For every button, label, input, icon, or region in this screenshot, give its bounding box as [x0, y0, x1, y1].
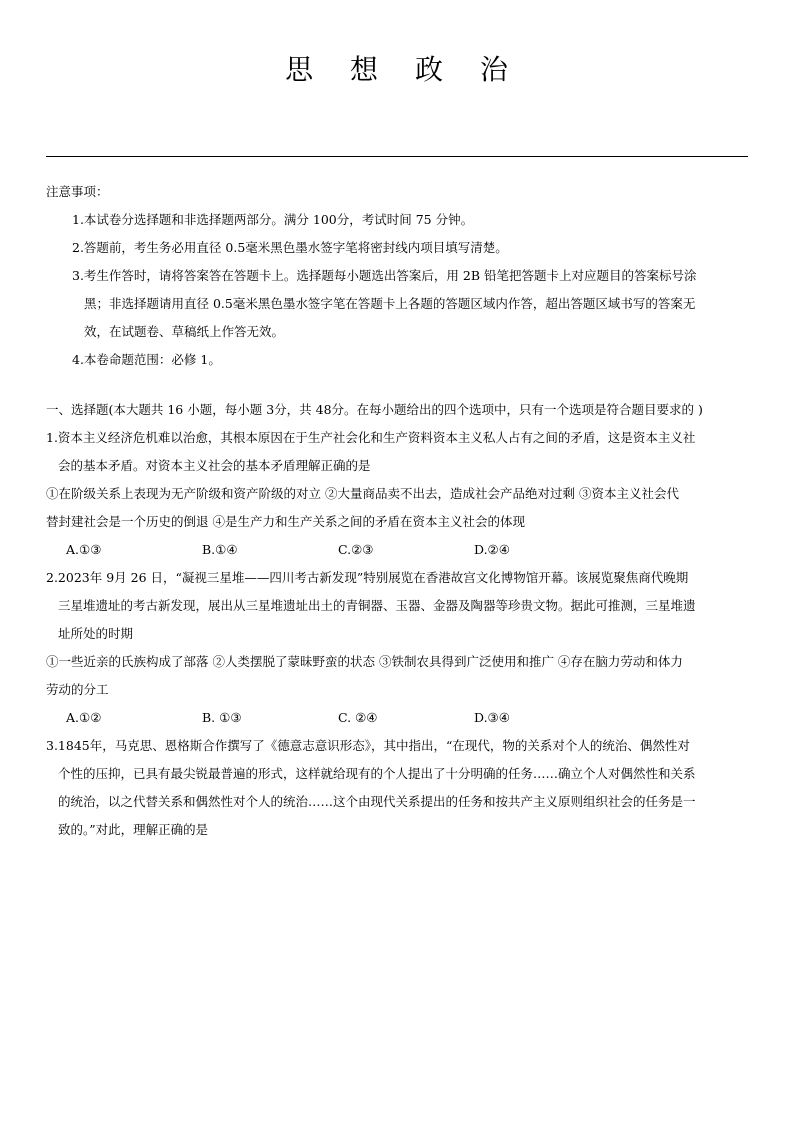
- choice-d: D.②④: [474, 542, 510, 557]
- question-line: 个性的压抑，已具有最尖锐最普遍的形式，这样就给现有的个人提出了十分明确的任务……确立个人对偶然性和关系: [58, 766, 696, 781]
- question-3-stem: [46, 732, 748, 844]
- statement-line: ①在阶级关系上表现为无产阶级和资产阶级的对立 ②大量商品卖不出去，造成社会产品绝对过剩 ③资本主义社会代: [46, 486, 679, 501]
- question-line: 2.2023年 9月 26 日，“凝视三星堆——四川考古新发现”特别展览在香港故宫文化博物馆开幕。该展览聚焦商代晚期: [46, 570, 689, 585]
- title-divider: [46, 156, 748, 157]
- question-line: 址所处的时期: [58, 626, 134, 641]
- note-line: 黑；非选择题请用直径 0.5毫米黑色墨水签字笔在答题卡上各题的答题区域内作答，超出答题区域书写的答案无: [84, 296, 696, 311]
- note-item-2: [46, 234, 748, 262]
- choice-b: B. ①③: [202, 710, 242, 725]
- statement-line: ①一些近亲的氏族构成了部落 ②人类摆脱了蒙昧野蛮的状态 ③铁制农具得到广泛使用和推广 ④存在脑力劳动和体力: [46, 654, 683, 669]
- question-line: 会的基本矛盾。对资本主义社会的基本矛盾理解正确的是: [58, 458, 371, 473]
- question-2-choices: [46, 704, 748, 732]
- question-2-statements: [46, 648, 748, 704]
- question-line: 的统治，以之代替关系和偶然性对个人的统治……这个由现代关系提出的任务和按共产主义原则组织社会的任务是一: [58, 794, 696, 809]
- spacer: [46, 374, 748, 396]
- notes-heading: 注意事项：: [46, 184, 109, 199]
- note-line: 2.答题前，考生务必用直径 0.5毫米黑色墨水签字笔将密封线内项目填写清楚。: [72, 240, 508, 255]
- exam-content: [46, 178, 748, 844]
- question-2-stem: [46, 564, 748, 648]
- note-item-1: [46, 206, 748, 234]
- note-line: 1.本试卷分选择题和非选择题两部分。满分 100分，考试时间 75 分钟。: [72, 212, 474, 227]
- choice-c: C.②③: [338, 542, 374, 557]
- question-1-stem: [46, 424, 748, 480]
- note-line: 3.考生作答时，请将答案答在答题卡上。选择题每小题选出答案后，用 2B 铅笔把答题卡上对应题目的答案标号涂: [72, 268, 697, 283]
- choice-b: B.①④: [202, 542, 238, 557]
- note-line: 4.本卷命题范围：必修 1。: [72, 352, 221, 367]
- question-line: 致的。”对此，理解正确的是: [58, 822, 209, 837]
- statement-line: 替封建社会是一个历史的倒退 ④是生产力和生产关系之间的矛盾在资本主义社会的体现: [46, 514, 525, 529]
- question-line: 3.1845年，马克思、恩格斯合作撰写了《德意志意识形态》，其中指出，“在现代，物的关系对个人的统治、偶然性对: [46, 738, 690, 753]
- document-title: 思 想 政 治: [285, 53, 522, 86]
- section-heading: 一、选择题(本大题共 16 小题，每小题 3分，共 48分。在每小题给出的四个选项中，只有一个选项是符合题目要求的 ): [46, 402, 703, 417]
- note-line: 效，在试题卷、草稿纸上作答无效。: [84, 324, 285, 339]
- question-line: 1.资本主义经济危机难以治愈，其根本原因在于生产社会化和生产资料资本主义私人占有之间的矛盾，这是资本主义社: [46, 430, 696, 445]
- question-line: 三星堆遗址的考古新发现，展出从三星堆遗址出土的青铜器、玉器、金器及陶器等珍贵文物。据此可推测，三星堆遗: [58, 598, 696, 613]
- statement-line: 劳动的分工: [46, 682, 109, 697]
- choice-a: A.①③: [66, 542, 102, 557]
- choice-d: D.③④: [474, 710, 510, 725]
- note-item-3: [46, 262, 748, 346]
- question-1-choices: [46, 536, 748, 564]
- note-item-4: [46, 346, 748, 374]
- question-1-statements: [46, 480, 748, 536]
- choice-c: C. ②④: [338, 710, 378, 725]
- choice-a: A.①②: [66, 710, 102, 725]
